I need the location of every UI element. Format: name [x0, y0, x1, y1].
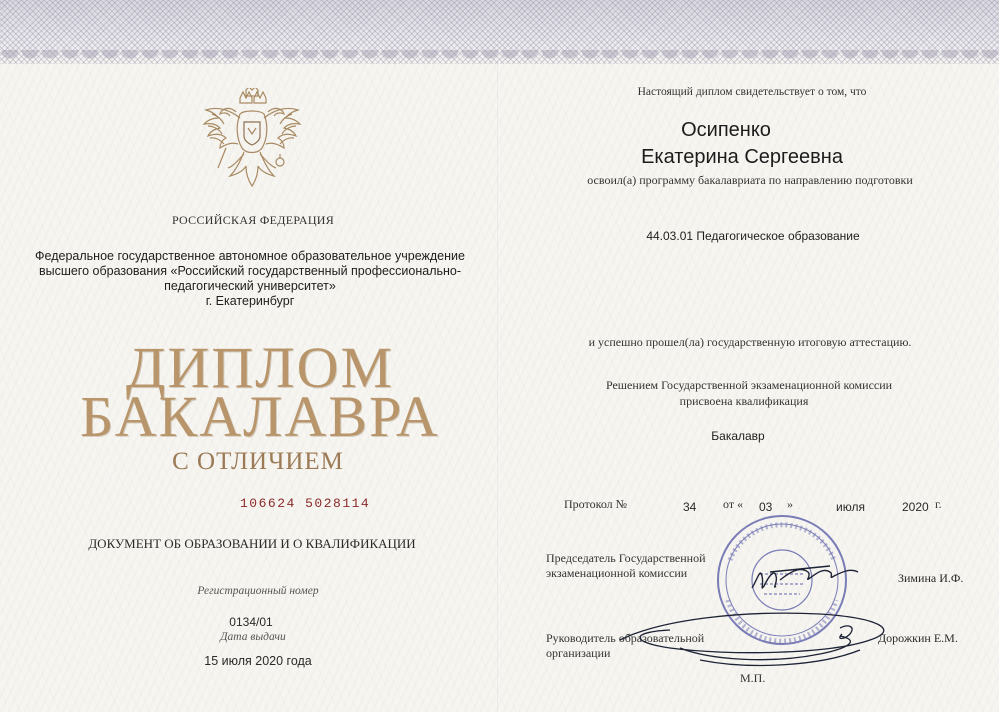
protocol-label: Протокол №: [564, 497, 628, 511]
diploma-title-line-1: ДИПЛОМ: [125, 335, 395, 400]
serial-number: 106624 5028114: [240, 496, 371, 511]
institution-line: высшего образования «Российский государственный профессионально-: [38, 264, 462, 278]
diploma-title-line-2: БАКАЛАВРА: [80, 384, 440, 449]
graduate-given-names: Екатерина Сергеевна: [641, 146, 843, 168]
issue-date: 15 июля 2020 года: [204, 654, 312, 668]
protocol-day: 03: [759, 500, 773, 514]
protocol-from-label: от «: [723, 497, 744, 511]
institution-line: педагогический университет»: [164, 279, 336, 293]
commission-decision-line-2: присвоена квалификация: [679, 394, 809, 408]
organization-head-label: Руководитель образовательной организации: [546, 631, 705, 660]
protocol-year-suffix: г.: [935, 497, 942, 511]
decorative-guilloche-border: [0, 0, 999, 64]
commission-chair-label: Председатель Государственной экзаменационной комиссии: [546, 551, 706, 580]
double-headed-eagle-emblem-icon: [196, 88, 308, 198]
protocol-year: 2020: [902, 500, 929, 514]
document-type: ДОКУМЕНТ ОБ ОБРАЗОВАНИИ И О КВАЛИФИКАЦИИ: [88, 536, 416, 551]
attestation-text: и успешно прошел(ла) государственную итоговую аттестацию.: [588, 335, 912, 349]
qualification: Бакалавр: [711, 429, 765, 443]
commission-chair-name: Зимина И.Ф.: [898, 571, 964, 585]
graduate-surname: Осипенко: [681, 119, 771, 141]
protocol-number: 34: [683, 500, 697, 514]
certifies-text: Настоящий диплом свидетельствует о том, что: [637, 86, 867, 98]
registration-number: 0134/01: [229, 615, 273, 629]
protocol-day-close: »: [787, 497, 793, 511]
issue-date-label: Дата выдачи: [220, 631, 286, 643]
chair-signature-icon: [752, 566, 858, 588]
institution-name: [35, 249, 465, 309]
country-name: РОССИЙСКАЯ ФЕДЕРАЦИЯ: [171, 213, 335, 227]
protocol-month: июля: [836, 500, 865, 514]
registration-number-label: Регистрационный номер: [197, 585, 319, 597]
official-seal-icon: [718, 516, 846, 644]
mastered-program-text: освоил(а) программу бакалавриата по направлению подготовки: [587, 173, 913, 187]
organization-head-name: Дорожкин Е.М.: [878, 631, 958, 645]
stamp-place-mark: М.П.: [740, 671, 766, 685]
program-name: 44.03.01 Педагогическое образование: [646, 229, 860, 243]
honors-label: С ОТЛИЧИЕМ: [172, 448, 344, 475]
institution-city: г. Екатеринбург: [205, 294, 295, 308]
commission-decision-line-1: Решением Государственной экзаменационной комиссии: [605, 378, 893, 392]
institution-line: Федеральное государственное автономное образовательное учреждение: [35, 249, 465, 263]
page-fold: [497, 60, 499, 712]
